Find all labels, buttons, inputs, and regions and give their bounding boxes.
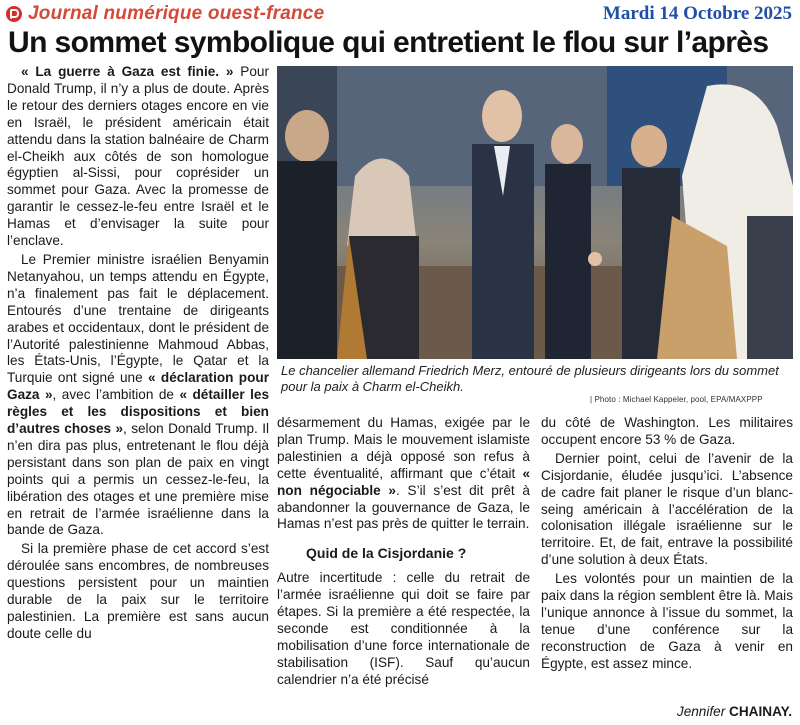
paragraph: Les volontés pour un maintien de la paix dans la région semblent être là. Mais l’unique annonce à l’issue du sommet, la tenue d’une conférence sur la reconstruction de Gaza à venir en Égypte, est assez mince. bbox=[541, 571, 793, 671]
paragraph: Autre incertitude : celle du retrait de l’armée israélienne qui doit se faire par étapes. Si la première a été respectée, la seconde est conditionnée à la mobilisation d’une force internationale de stabilisation (ISF). Sauf qu’aucun calendrier n’a été précisé bbox=[277, 570, 530, 687]
author-last-name: CHAINAY. bbox=[729, 704, 792, 719]
headline: Un sommet symbolique qui entretient le flou sur l’après bbox=[8, 26, 769, 59]
brand-name: Journal numérique ouest-france bbox=[28, 3, 325, 24]
article-column-2 bbox=[277, 415, 530, 689]
photo-credit: | Photo : Michael Kappeler, pool, EPA/MAXPPP bbox=[590, 395, 763, 404]
subheading: Quid de la Cisjordanie ? bbox=[306, 545, 467, 562]
paragraph: « La guerre à Gaza est finie. » Pour Donald Trump, il n’y a plus de doute. Après le retour des derniers otages encore en vie en Israël, le président américain était attendu dans la station balnéaire de Charm el-Cheikh aux côtés de son homologue égyptien al-Sissi, pour coprésider un sommet pour Gaza. Avec la promesse de garantir le cessez-le-feu entre Israël et le Hamas et d’envisager la suite pour l’enclave. bbox=[7, 64, 269, 249]
paragraph: Le Premier ministre israélien Benyamin Netanyahou, un temps attendu en Égypte, n’a finalement pas fait le déplacement. Entourés d’une trentaine de dirigeants arabes et occidentaux, dont le président de l’Autorité palestinienne Mahmoud Abbas, les États-Unis, l’Égypte, le Qatar et la Turquie ont signé une « déclaration pour Gaza », avec l’ambition de « détailler les règles et les dispositions et bien d’autres choses », selon Donald Trump. Il n’en dira pas plus, entretenant le flou déjà persistant dans son plan de paix en vingt points qui a permis un cessez-le-feu, la libération des otages et une première mise en retrait de l’armée israélienne dans la bande de Gaza. bbox=[7, 251, 270, 538]
article-column-1 bbox=[7, 64, 269, 643]
photo-caption: Le chancelier allemand Friedrich Merz, entouré de plusieurs dirigeants lors du sommet pour la paix à Charm el-Cheikh. bbox=[281, 363, 779, 394]
summit-photo-illustration bbox=[277, 66, 793, 359]
publication-date: Mardi 14 Octobre 2025 bbox=[602, 3, 792, 24]
author-signature bbox=[677, 704, 792, 719]
article-column-3 bbox=[541, 415, 793, 673]
paragraph: Dernier point, celui de l’avenir de la Cisjordanie, éludée jusqu’ici. L’absence de cadre fait planer le risque d’un blanc-seing américain à l’accélération de la colonisation illégale israélienne sur le territoire. Et, de fait, entrave la possibilité d’une solution à deux États. bbox=[541, 450, 793, 568]
paragraph: Si la première phase de cet accord s’est déroulée sans encombres, de nombreuses questions persistent pour un maintien durable de la paix sur le territoire palestinien. La première est sans aucun doute celle du bbox=[7, 541, 269, 641]
brand[interactable] bbox=[6, 3, 324, 25]
paragraph: du côté de Washington. Les militaires occupent encore 53 % de Gaza. bbox=[541, 415, 793, 447]
ouest-france-logo-icon bbox=[6, 6, 22, 22]
summit-photo[interactable] bbox=[277, 66, 793, 359]
author-first-name: Jennifer bbox=[676, 704, 726, 719]
quote-bold: « La guerre à Gaza est finie. » bbox=[21, 64, 234, 79]
paragraph: désarmement du Hamas, exigée par le plan Trump. Mais le mouvement islamiste palestinien a déjà opposé son refus à cette éventualité, affirmant que c’était « non négociable ». S’il s’est dit prêt à abandonner la gouvernance de Gaza, le Hamas n’est pas près de quitter le terrain. bbox=[277, 415, 530, 532]
masthead bbox=[6, 3, 794, 27]
